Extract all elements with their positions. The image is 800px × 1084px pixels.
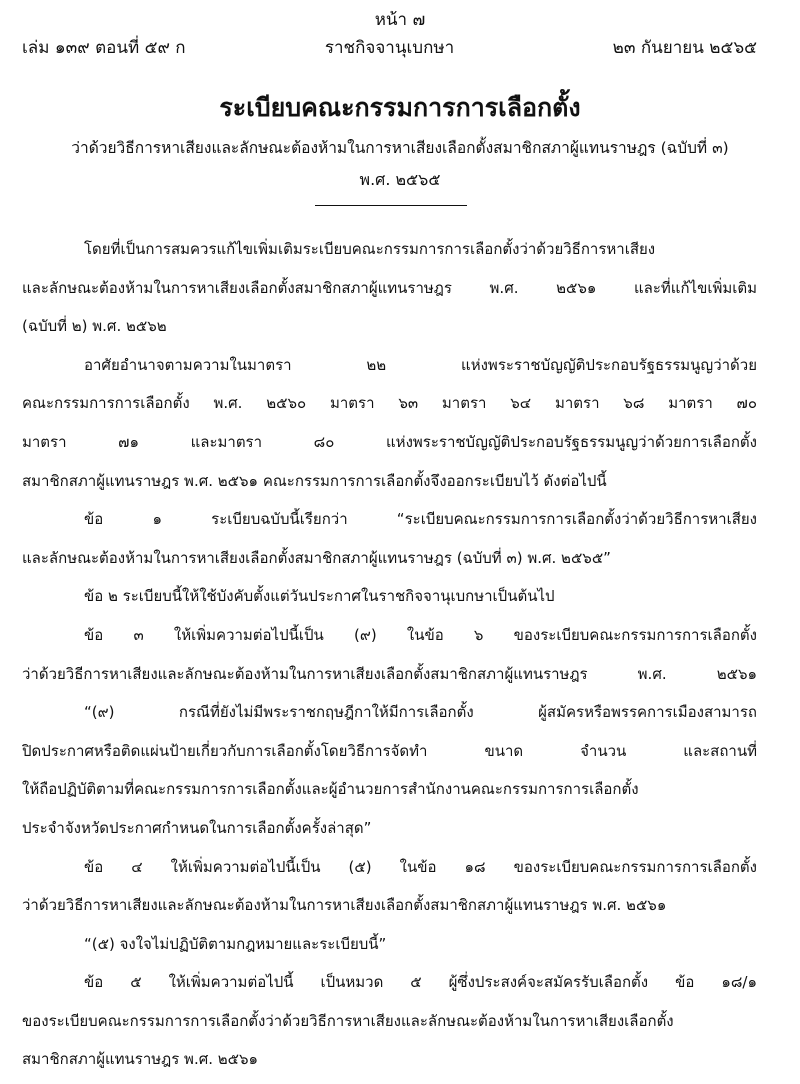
document-year: พ.ศ. ๒๕๖๕: [359, 170, 441, 189]
title-divider: [315, 205, 467, 206]
gazette-name: ราชกิจจานุเบกษา: [324, 38, 455, 58]
document-subtitle: ว่าด้วยวิธีการหาเสียงและลักษณะต้องห้ามในการหาเสียงเลือกตั้งสมาชิกสภาผู้แทนราษฎร (ฉบับที่ ๓): [71, 139, 729, 157]
body-line: (ฉบับที่ ๒) พ.ศ. ๒๕๖๒: [22, 317, 167, 336]
page-number: หน้า ๗: [374, 10, 426, 30]
publication-date: ๒๓ กันยายน ๒๕๖๕: [612, 38, 757, 58]
body-line: ประจำจังหวัดประกาศกำหนดในการเลือกตั้งครั้งล่าสุด”: [22, 818, 372, 837]
body-line: “(๕) จงใจไม่ปฏิบัติตามกฎหมายและระเบียบนี้”: [84, 934, 387, 953]
body-line: มาตรา ๗๑ และมาตรา ๘๐ แห่งพระราชบัญญัติประกอบรัฐธรรมนูญว่าด้วยการเลือกตั้ง: [22, 432, 757, 451]
document-title: ระเบียบคณะกรรมการการเลือกตั้ง: [219, 93, 581, 122]
body-line: ให้ถือปฏิบัติตามที่คณะกรรมการการเลือกตั้งและผู้อำนวยการสำนักงานคณะกรรมการการเลือกตั้ง: [22, 780, 639, 799]
running-header: [22, 34, 757, 62]
body-line: คณะกรรมการการเลือกตั้ง พ.ศ. ๒๕๖๐ มาตรา ๖๓ มาตรา ๖๔ มาตรา ๖๘ มาตรา ๗๐: [22, 394, 757, 413]
body-line: ข้อ ๑ ระเบียบฉบับนี้เรียกว่า “ระเบียบคณะกรรมการการเลือกตั้งว่าด้วยวิธีการหาเสียง: [84, 510, 757, 529]
body-line: สมาชิกสภาผู้แทนราษฎร พ.ศ. ๒๕๖๑: [22, 1050, 259, 1069]
body-line: ข้อ ๔ ให้เพิ่มความต่อไปนี้เป็น (๕) ในข้อ ๑๘ ของระเบียบคณะกรรมการการเลือกตั้ง: [84, 857, 757, 876]
gazette-volume-issue: เล่ม ๑๓๙ ตอนที่ ๕๙ ก: [22, 38, 186, 58]
body-line: และลักษณะต้องห้ามในการหาเสียงเลือกตั้งสมาชิกสภาผู้แทนราษฎร พ.ศ. ๒๕๖๑ และที่แก้ไขเพิ่มเติม: [22, 278, 757, 297]
body-line: ข้อ ๕ ให้เพิ่มความต่อไปนี้ เป็นหมวด ๕ ผู้ซึ่งประสงค์จะสมัครรับเลือกตั้ง ข้อ ๑๘/๑: [84, 973, 757, 992]
body-line: สมาชิกสภาผู้แทนราษฎร พ.ศ. ๒๕๖๑ คณะกรรมการการเลือกตั้งจึงออกระเบียบไว้ ดังต่อไปนี้: [22, 471, 607, 490]
body-line: ข้อ ๒ ระเบียบนี้ให้ใช้บังคับตั้งแต่วันประกาศในราชกิจจานุเบกษาเป็นต้นไป: [84, 587, 555, 606]
body-line: และลักษณะต้องห้ามในการหาเสียงเลือกตั้งสมาชิกสภาผู้แทนราษฎร (ฉบับที่ ๓) พ.ศ. ๒๕๖๕”: [22, 548, 611, 567]
body-line: ของระเบียบคณะกรรมการการเลือกตั้งว่าด้วยวิธีการหาเสียงและลักษณะต้องห้ามในการหาเสียงเลือกตั้ง: [22, 1011, 674, 1030]
body-line: ปิดประกาศหรือติดแผ่นป้ายเกี่ยวกับการเลือกตั้งโดยวิธีการจัดทำ ขนาด จำนวน และสถานที่: [22, 741, 757, 760]
body-line: โดยที่เป็นการสมควรแก้ไขเพิ่มเติมระเบียบคณะกรรมการการเลือกตั้งว่าด้วยวิธีการหาเสียง: [84, 240, 656, 258]
body-line: ว่าด้วยวิธีการหาเสียงและลักษณะต้องห้ามในการหาเสียงเลือกตั้งสมาชิกสภาผู้แทนราษฎร พ.ศ. ๒๕๖๑: [22, 896, 667, 915]
body-line: ข้อ ๓ ให้เพิ่มความต่อไปนี้เป็น (๙) ในข้อ ๖ ของระเบียบคณะกรรมการการเลือกตั้ง: [84, 625, 757, 644]
body-line: ว่าด้วยวิธีการหาเสียงและลักษณะต้องห้ามในการหาเสียงเลือกตั้งสมาชิกสภาผู้แทนราษฎร พ.ศ. ๒๕๖๑: [22, 664, 757, 683]
body-line: “(๙) กรณีที่ยังไม่มีพระราชกฤษฎีกาให้มีการเลือกตั้ง ผู้สมัครหรือพรรคการเมืองสามารถ: [84, 703, 757, 722]
body-text: [22, 230, 757, 1079]
body-line: อาศัยอำนาจตามความในมาตรา ๒๒ แห่งพระราชบัญญัติประกอบรัฐธรรมนูญว่าด้วย: [84, 355, 757, 374]
